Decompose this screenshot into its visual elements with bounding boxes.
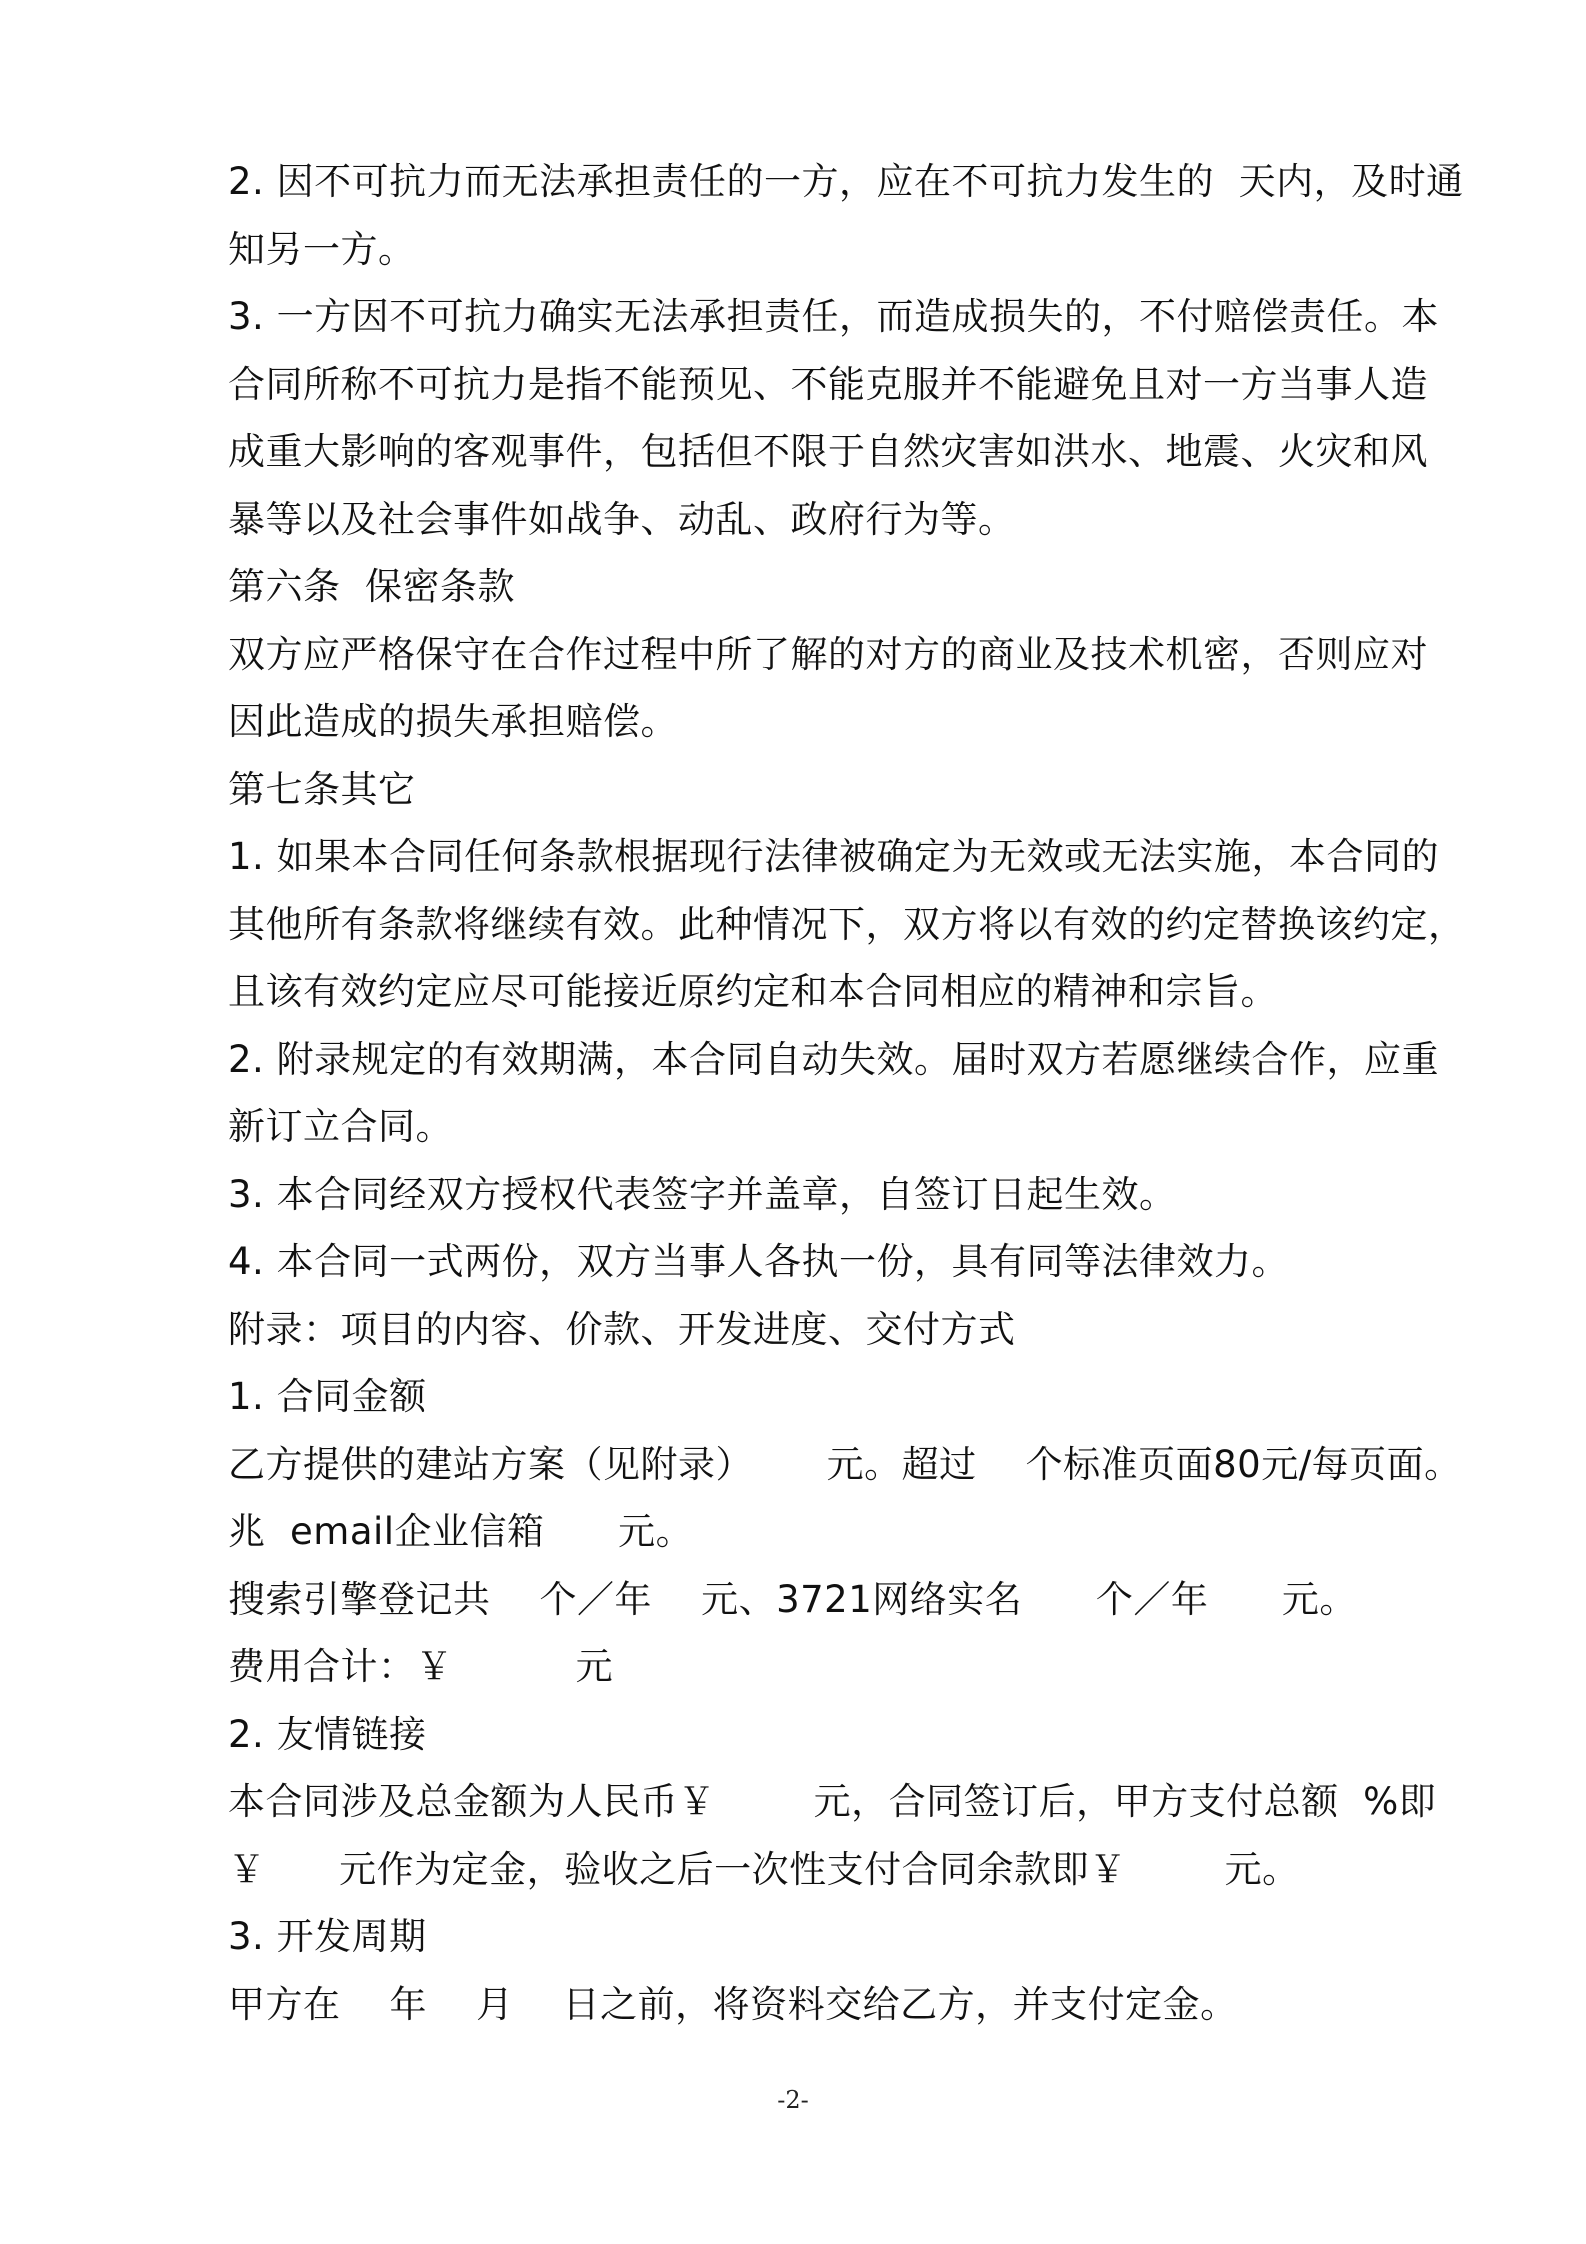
text-line: 且该有效约定应尽可能接近原约定和本合同相应的精神和宗旨。: [228, 970, 1278, 1013]
text-line: 暴等以及社会事件如战争、动乱、政府行为等。: [228, 497, 1016, 541]
text-line: 2. 因不可抗力而无法承担责任的一方，应在不可抗力发生的 天内，及时通: [228, 160, 1464, 203]
text-line: 兆 email企业信箱 元。: [228, 1510, 694, 1553]
text-line: 1. 如果本合同任何条款根据现行法律被确定为无效或无法实施，本合同的: [228, 835, 1440, 878]
text-line: 3. 一方因不可抗力确实无法承担责任，而造成损失的，不付赔偿责任。本: [228, 295, 1440, 338]
section-heading: 第七条其它: [228, 767, 416, 811]
text-line: 知另一方。: [228, 227, 416, 271]
text-line: 费用合计：￥ 元: [228, 1645, 614, 1688]
text-line: 新订立合同。: [228, 1105, 453, 1148]
text-line: 成重大影响的客观事件，包括但不限于自然灾害如洪水、地震、火灾和风: [228, 430, 1428, 473]
appendix-heading: 附录：项目的内容、价款、开发进度、交付方式: [228, 1307, 1016, 1351]
text-line: 4. 本合同一式两份，双方当事人各执一份，具有同等法律效力。: [228, 1240, 1290, 1283]
text-line: 本合同涉及总金额为人民币￥ 元，合同签订后，甲方支付总额 %即: [228, 1780, 1437, 1823]
text-line: ￥ 元作为定金，验收之后一次性支付合同余款即￥ 元。: [228, 1847, 1300, 1891]
text-line: 合同所称不可抗力是指不能预见、不能克服并不能避免且对一方当事人造: [228, 362, 1428, 406]
text-line: 2. 友情链接: [228, 1712, 427, 1756]
text-line: 1. 合同金额: [228, 1375, 427, 1418]
text-line: 3. 本合同经双方授权代表签字并盖章，自签订日起生效。: [228, 1172, 1177, 1216]
text-line: 搜索引擎登记共 个／年 元、3721网络实名 个／年 元。: [228, 1577, 1357, 1621]
text-line: 2. 附录规定的有效期满，本合同自动失效。届时双方若愿继续合作，应重: [228, 1037, 1440, 1081]
document-body: [228, 148, 1466, 2038]
text-line: 因此造成的损失承担赔偿。: [228, 700, 678, 743]
section-heading: 第六条 保密条款: [228, 565, 516, 608]
page-number: -2-: [777, 2086, 809, 2114]
text-line: 3. 开发周期: [228, 1915, 427, 1958]
text-line: 其他所有条款将继续有效。此种情况下，双方将以有效的约定替换该约定，: [228, 902, 1466, 946]
text-line: 甲方在 年 月 日之前，将资料交给乙方，并支付定金。: [228, 1982, 1238, 2026]
text-line: 乙方提供的建站方案（见附录） 元。超过 个标准页面80元/每页面。: [228, 1442, 1462, 1486]
text-line: 双方应严格保守在合作过程中所了解的对方的商业及技术机密，否则应对: [228, 632, 1428, 676]
